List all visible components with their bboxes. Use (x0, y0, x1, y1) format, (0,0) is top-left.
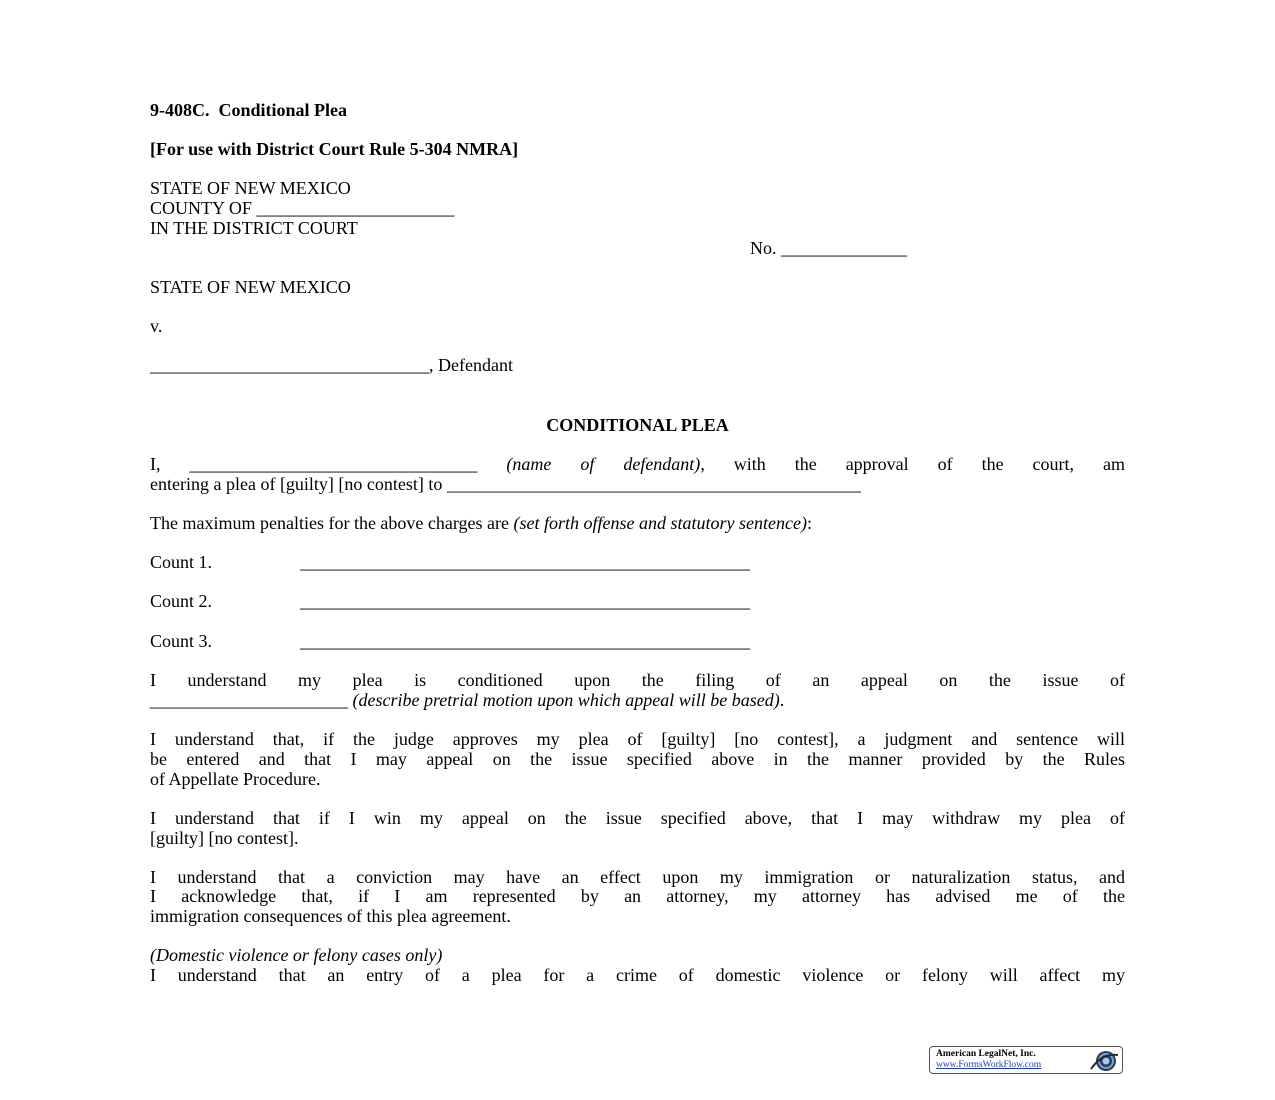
para6-line3: immigration consequences of this plea agreement. (150, 906, 511, 926)
badge-company: American LegalNet, Inc. (936, 1049, 1036, 1059)
case-number: No. ______________ (750, 238, 907, 258)
para2 (150, 513, 812, 533)
para5-line2: [guilty] [no contest]. (150, 828, 299, 848)
caption-county: COUNTY OF ______________________ (150, 198, 455, 218)
caption-court: IN THE DISTRICT COURT (150, 218, 358, 238)
versus: v. (150, 316, 163, 336)
para7-heading: (Domestic violence or felony cases only) (150, 945, 443, 965)
count-3-blank: __________________________________________________ (300, 631, 750, 651)
para3-italic: (describe pretrial motion upon which appeal will be based) (352, 690, 780, 710)
document-title: CONDITIONAL PLEA (546, 415, 729, 435)
count-1-label: Count 1. (150, 552, 213, 572)
form-number-title: 9-408C. Conditional Plea (150, 100, 348, 120)
para1-line2: entering a plea of [guilty] [no contest] to ______________________________________________ (150, 474, 861, 494)
para2-italic: (set forth offense and statutory sentence) (513, 513, 807, 533)
plaintiff: STATE OF NEW MEXICO (150, 277, 351, 297)
para4-line3: of Appellate Procedure. (150, 769, 321, 789)
para3-line1: I understand my plea is conditioned upon the filing of an appeal on the issue of (150, 670, 1125, 690)
para1-line1 (150, 454, 1125, 474)
count-3-label: Count 3. (150, 631, 213, 651)
usage-note: [For use with District Court Rule 5-304 NMRA] (150, 139, 519, 159)
footer-badge[interactable] (929, 1046, 1123, 1074)
para3-line2 (150, 690, 784, 710)
para1-suffix: , with the approval of the court, am (700, 454, 1125, 474)
para2-suffix: : (806, 513, 812, 533)
para1-prefix: I, ________________________________ (150, 454, 507, 474)
para3-blank: ______________________ (150, 690, 353, 710)
defendant-line: _______________________________, Defendant (150, 355, 513, 375)
para4-line1: I understand that, if the judge approves my plea of [guilty] [no contest], a judgment and sentence will (150, 729, 1125, 749)
para4-line2: be entered and that I may appeal on the issue specified above in the manner provided by the Rules (150, 749, 1125, 769)
para6-line1: I understand that a conviction may have an effect upon my immigration or naturalization status, and (150, 867, 1125, 887)
count-2-blank: __________________________________________________ (300, 591, 750, 611)
badge-url-link[interactable]: www.FormsWorkFlow.com (936, 1060, 1042, 1070)
para6-line2: I acknowledge that, if I am represented by an attorney, my attorney has advised me of the (150, 886, 1125, 906)
caption-state: STATE OF NEW MEXICO (150, 178, 351, 198)
para7-line1: I understand that an entry of a plea for a crime of domestic violence or felony will affect my (150, 965, 1125, 985)
count-2-label: Count 2. (150, 591, 213, 611)
globe-logo-icon (1088, 1049, 1120, 1073)
para2-prefix: The maximum penalties for the above charges are (150, 513, 514, 533)
para3-suffix: . (779, 690, 785, 710)
para1-italic: (name of defendant) (506, 454, 701, 474)
para5-line1: I understand that if I win my appeal on the issue specified above, that I may withdraw my plea of (150, 808, 1125, 828)
count-1-blank: __________________________________________________ (300, 552, 750, 572)
